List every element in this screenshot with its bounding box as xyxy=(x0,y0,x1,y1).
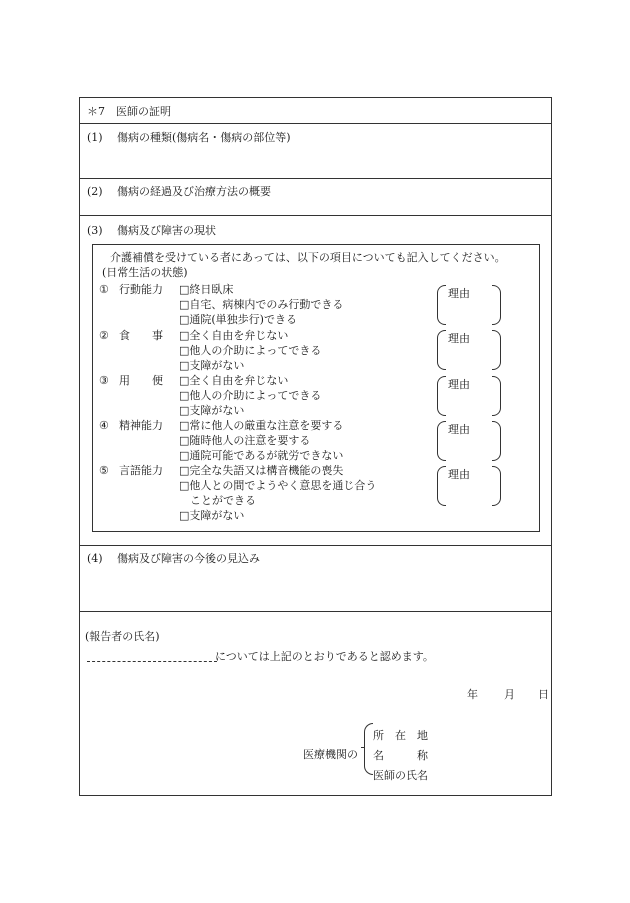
option-checkbox[interactable]: □支障がない xyxy=(179,509,245,522)
option-checkbox[interactable]: □随時他人の注意を要する xyxy=(179,434,311,447)
institution-address-label: 所 在 地 xyxy=(373,729,428,742)
daily-living-box xyxy=(92,244,540,532)
s3-number: (3) xyxy=(87,224,103,237)
date-year: 年 xyxy=(467,688,478,701)
option-checkbox[interactable]: □通院(単独歩行)できる xyxy=(179,313,297,326)
reason-label: 理由 xyxy=(448,423,470,436)
reason-field[interactable] xyxy=(437,285,501,325)
item-number: ④ xyxy=(99,419,109,432)
s2-number: (2) xyxy=(87,185,103,198)
divider xyxy=(80,545,551,546)
divider xyxy=(80,215,551,216)
item-name: 言語能力 xyxy=(119,464,163,477)
reason-label: 理由 xyxy=(448,332,470,345)
option-checkbox[interactable]: □支障がない xyxy=(179,359,245,372)
item-name: 食 事 xyxy=(119,329,163,342)
item-name: 用 便 xyxy=(119,374,163,387)
option-checkbox[interactable]: □全く自由を弁じない xyxy=(179,329,289,342)
s3-label: 傷病及び障害の現状 xyxy=(117,224,216,237)
reason-label: 理由 xyxy=(448,287,470,300)
institution-name-label: 名 称 xyxy=(373,749,428,762)
divider xyxy=(80,611,551,612)
divider xyxy=(80,123,551,124)
institution-brace xyxy=(364,723,373,775)
instruction-text: 介護補償を受けている者にあっては、以下の項目についても記入してください。 xyxy=(110,251,506,264)
item-number: ⑤ xyxy=(99,464,109,477)
reason-field[interactable] xyxy=(437,466,501,506)
certification-statement: については上記のとおりであると認めます。 xyxy=(215,650,434,663)
option-checkbox[interactable]: □完全な失語又は構音機能の喪失 xyxy=(179,464,344,477)
option-checkbox[interactable]: □終日臥床 xyxy=(179,283,234,296)
item-number: ② xyxy=(99,329,109,342)
option-checkbox[interactable]: □支障がない xyxy=(179,404,245,417)
divider xyxy=(80,178,551,179)
option-checkbox[interactable]: □全く自由を弁じない xyxy=(179,374,289,387)
daily-living-heading: (日常生活の状態) xyxy=(102,266,188,279)
item-name: 行動能力 xyxy=(119,283,163,296)
reason-field[interactable] xyxy=(437,330,501,370)
section-title: ＊7 医師の証明 xyxy=(87,105,171,118)
reason-label: 理由 xyxy=(448,378,470,391)
reporter-name-label: (報告者の氏名) xyxy=(85,630,160,643)
option-checkbox[interactable]: □自宅、病棟内でのみ行動できる xyxy=(179,298,344,311)
s2-label: 傷病の経過及び治療方法の概要 xyxy=(117,185,271,198)
option-checkbox[interactable]: □通院可能であるが就労できない xyxy=(179,449,344,462)
option-checkbox[interactable]: □常に他人の厳重な注意を要する xyxy=(179,419,344,432)
item-number: ① xyxy=(99,283,109,296)
date-day: 日 xyxy=(538,688,549,701)
s4-label: 傷病及び障害の今後の見込み xyxy=(117,552,260,565)
option-checkbox[interactable]: □他人との間でようやく意思を通じ合う xyxy=(179,479,377,492)
s4-number: (4) xyxy=(87,552,103,565)
option-checkbox[interactable]: □他人の介助によってできる xyxy=(179,344,322,357)
s1-label: 傷病の種類(傷病名・傷病の部位等) xyxy=(117,131,291,144)
institution-brace xyxy=(361,747,365,748)
s1-number: (1) xyxy=(87,131,103,144)
item-name: 精神能力 xyxy=(119,419,163,432)
reason-field[interactable] xyxy=(437,421,501,461)
option-continuation: ことができる xyxy=(179,494,256,507)
date-month: 月 xyxy=(504,688,515,701)
reason-label: 理由 xyxy=(448,468,470,481)
doctor-certification-form xyxy=(79,97,552,796)
reason-field[interactable] xyxy=(437,376,501,416)
doctor-name-label: 医師の氏名 xyxy=(373,769,428,782)
item-number: ③ xyxy=(99,374,109,387)
institution-label: 医療機関の xyxy=(303,748,358,761)
option-checkbox[interactable]: □他人の介助によってできる xyxy=(179,389,322,402)
reporter-name-line[interactable] xyxy=(87,661,217,662)
